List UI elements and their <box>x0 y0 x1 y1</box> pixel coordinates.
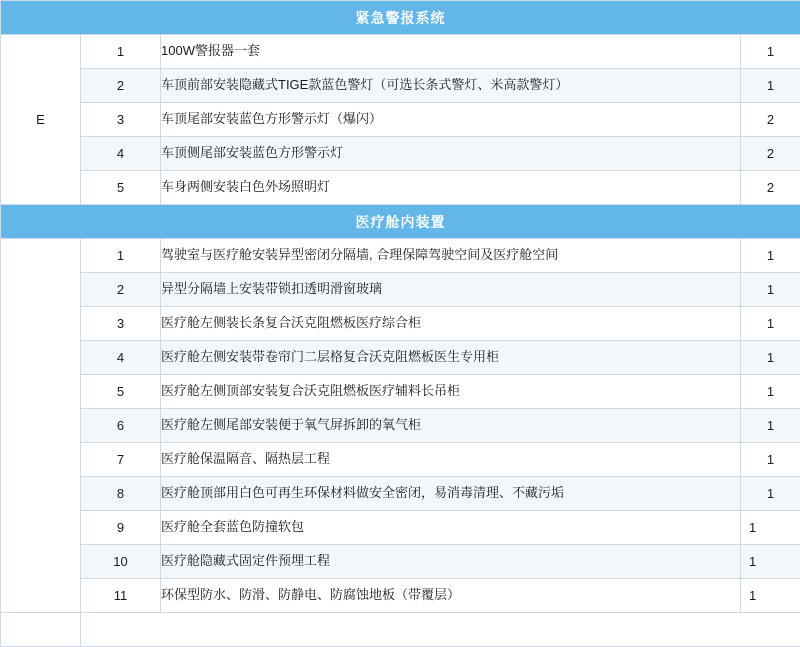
row-quantity: 1 <box>741 477 800 511</box>
table-row <box>1 341 800 375</box>
row-index: 7 <box>81 443 161 477</box>
row-quantity: 2 <box>741 103 800 137</box>
row-quantity: 1 <box>741 511 800 545</box>
row-quantity: 2 <box>741 137 800 171</box>
section-header-row <box>1 1 800 35</box>
row-index: 1 <box>81 35 161 69</box>
row-description: 驾驶室与医疗舱安装异型密闭分隔墙, 合理保障驾驶空间及医疗舱空间 <box>161 239 741 273</box>
row-index: 8 <box>81 477 161 511</box>
row-quantity: 1 <box>741 35 800 69</box>
row-quantity: 1 <box>741 307 800 341</box>
row-index: 4 <box>81 341 161 375</box>
row-description: 车顶尾部安装蓝色方形警示灯（爆闪） <box>161 103 741 137</box>
table-row <box>1 511 800 545</box>
row-index: 4 <box>81 137 161 171</box>
row-quantity: 1 <box>741 545 800 579</box>
row-index: 5 <box>81 171 161 205</box>
row-quantity: 2 <box>741 171 800 205</box>
row-quantity: 1 <box>741 443 800 477</box>
row-index: 9 <box>81 511 161 545</box>
row-quantity: 1 <box>741 409 800 443</box>
group-label: E <box>1 35 81 205</box>
table-row <box>1 273 800 307</box>
row-description: 医疗舱左侧顶部安装复合沃克阻燃板医疗辅料长吊柜 <box>161 375 741 409</box>
row-description: 医疗舱左侧尾部安装便于氧气屏拆卸的氧气柜 <box>161 409 741 443</box>
section-header-row <box>1 205 800 239</box>
row-index: 5 <box>81 375 161 409</box>
section-title: 紧急警报系统 <box>1 1 800 35</box>
row-quantity: 1 <box>741 273 800 307</box>
row-description: 医疗舱顶部用白色可再生环保材料做安全密闭，易消毒清理、不藏污垢 <box>161 477 741 511</box>
spacer-cell-group <box>1 613 81 647</box>
row-description: 车顶侧尾部安装蓝色方形警示灯 <box>161 137 741 171</box>
row-description: 车顶前部安装隐藏式TIGE款蓝色警灯（可选长条式警灯、米高款警灯） <box>161 69 741 103</box>
row-description: 医疗舱左侧装长条复合沃克阻燃板医疗综合柜 <box>161 307 741 341</box>
table-row <box>1 239 800 273</box>
row-description: 环保型防水、防滑、防静电、防腐蚀地板（带覆层） <box>161 579 741 613</box>
group-label <box>1 239 81 613</box>
row-index: 2 <box>81 273 161 307</box>
table-row <box>1 545 800 579</box>
row-description: 异型分隔墙上安装带锁扣透明滑窗玻璃 <box>161 273 741 307</box>
row-index: 2 <box>81 69 161 103</box>
table-row <box>1 409 800 443</box>
table-row <box>1 579 800 613</box>
row-index: 11 <box>81 579 161 613</box>
row-description: 医疗舱隐藏式固定件预埋工程 <box>161 545 741 579</box>
table-row <box>1 171 800 205</box>
table-row <box>1 137 800 171</box>
row-index: 6 <box>81 409 161 443</box>
row-index: 1 <box>81 239 161 273</box>
row-description: 医疗舱左侧安装带卷帘门二层格复合沃克阻燃板医生专用柜 <box>161 341 741 375</box>
table-row <box>1 375 800 409</box>
section-title: 医疗舱内装置 <box>1 205 800 239</box>
row-description: 医疗舱全套蓝色防撞软包 <box>161 511 741 545</box>
table-bottom-spacer <box>1 613 800 647</box>
row-description: 100W警报器一套 <box>161 35 741 69</box>
table-row <box>1 103 800 137</box>
row-index: 10 <box>81 545 161 579</box>
row-index: 3 <box>81 307 161 341</box>
table-row <box>1 443 800 477</box>
table-row <box>1 69 800 103</box>
row-quantity: 1 <box>741 69 800 103</box>
row-quantity: 1 <box>741 341 800 375</box>
table-row <box>1 307 800 341</box>
row-quantity: 1 <box>741 375 800 409</box>
row-description: 车身两侧安装白色外场照明灯 <box>161 171 741 205</box>
table-body <box>1 1 800 647</box>
table-row <box>1 35 800 69</box>
row-description: 医疗舱保温隔音、隔热层工程 <box>161 443 741 477</box>
row-quantity: 1 <box>741 579 800 613</box>
table-row <box>1 477 800 511</box>
row-quantity: 1 <box>741 239 800 273</box>
row-index: 3 <box>81 103 161 137</box>
spacer-cell-body <box>81 613 800 647</box>
